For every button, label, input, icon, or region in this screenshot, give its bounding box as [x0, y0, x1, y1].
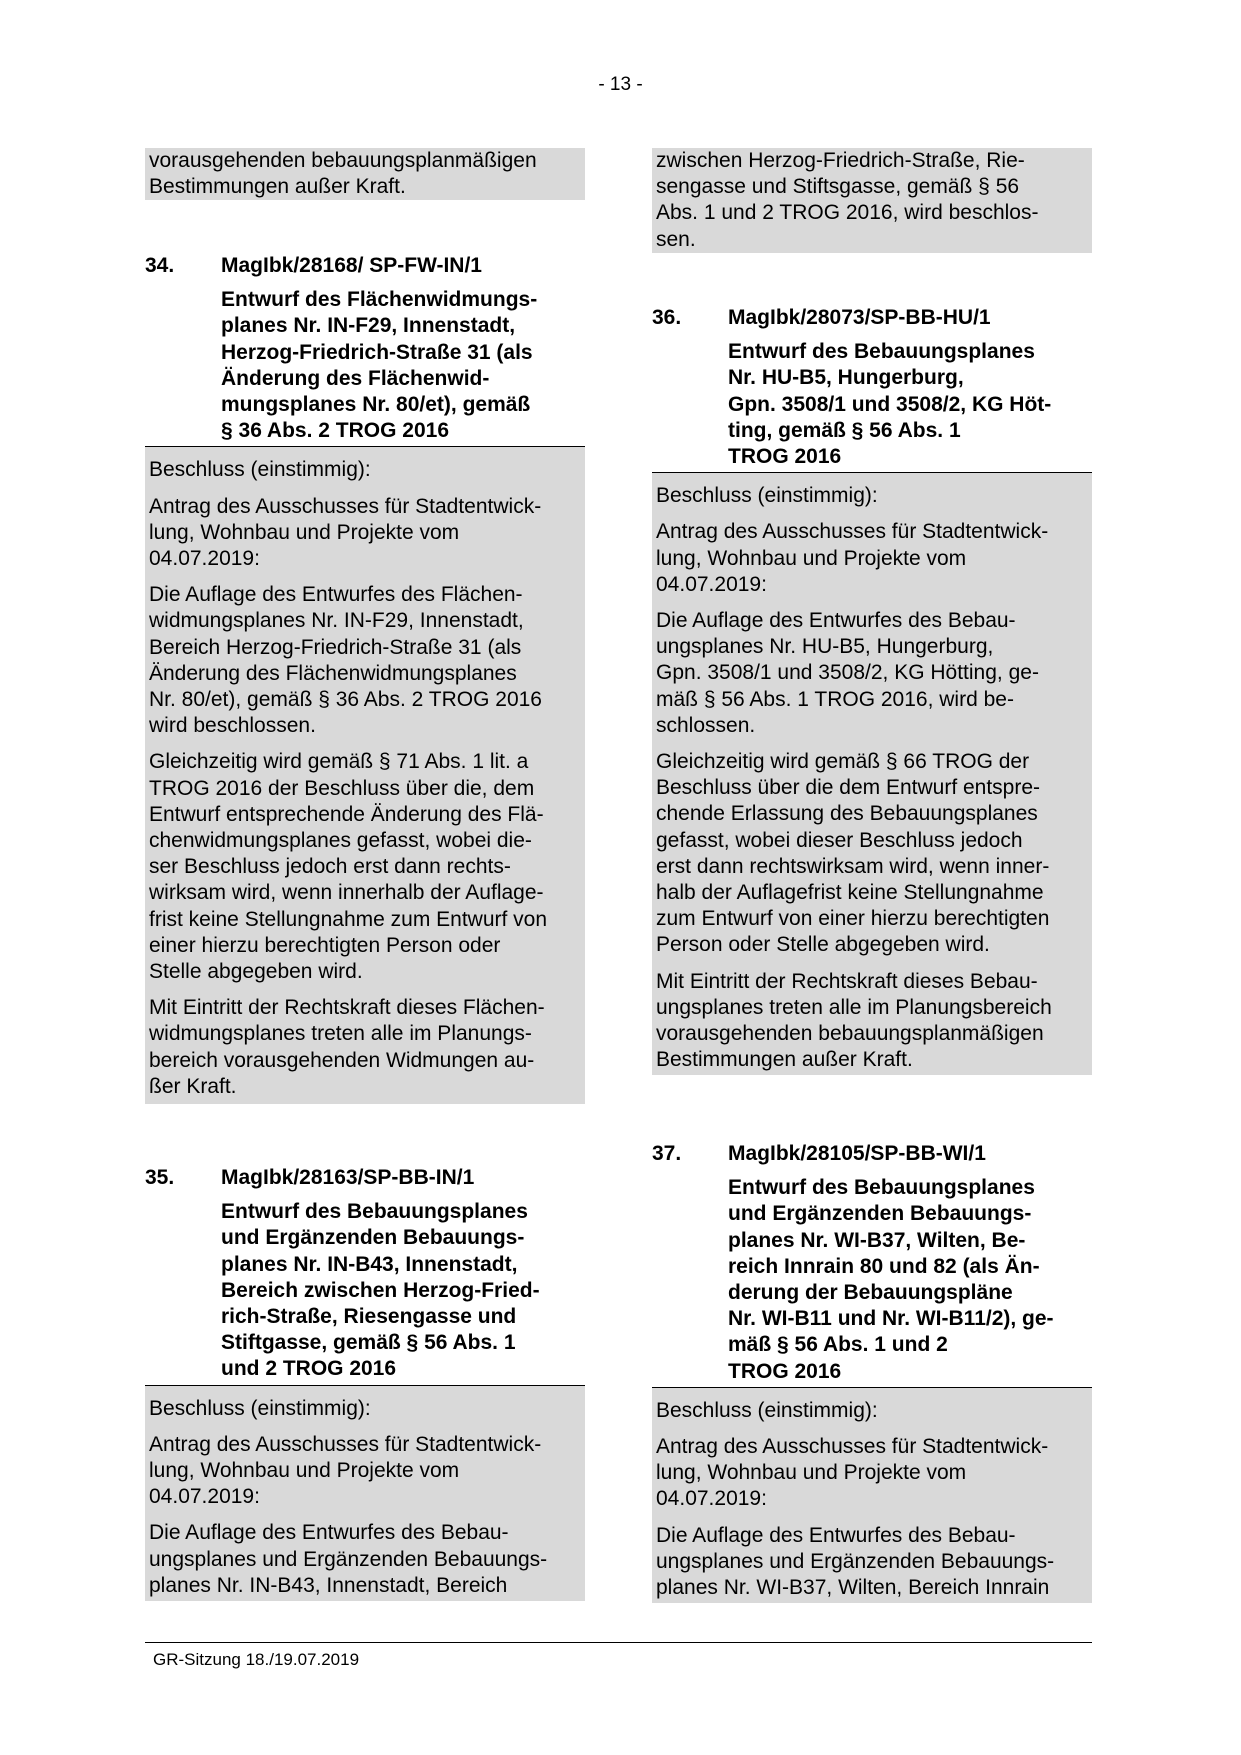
item-heading: [145, 1165, 585, 1191]
item-number: 37.: [652, 1142, 682, 1165]
agenda-item-37: [652, 1141, 1092, 1603]
paragraph: Mit Eintritt der Rechtskraft dieses Flächen- widmungsplanes treten alle im Planungs- bereich vorausgehenden Widmungen au- ßer Kraft.: [149, 996, 545, 1098]
paragraph: Beschluss (einstimmig):: [656, 1398, 878, 1422]
item-title: Entwurf des Bebauungsplanes und Ergänzenden Bebauungs- planes Nr. IN-B43, Innenstadt, Bereich zwischen Herzog-Fried- rich-Straße, Riesengasse und Stiftgasse, gemäß § 56 Abs. 1 und 2 TROG 2016: [221, 1200, 540, 1381]
paragraph: Die Auflage des Entwurfes des Bebau- ungsplanes und Ergänzenden Bebauungs- planes Nr. IN-B43, Innenstadt, Bereich: [149, 1521, 548, 1597]
paragraph: Beschluss (einstimmig):: [149, 458, 371, 482]
decision-block: [652, 473, 1092, 1075]
item-code: MagIbk/28105/SP-BB-WI/1: [728, 1142, 986, 1165]
paragraph: Antrag des Ausschusses für Stadtentwick- lung, Wohnbau und Projekte vom 04.07.2019:: [149, 1432, 542, 1509]
paragraph: Gleichzeitig wird gemäß § 66 TROG der Beschluss über die dem Entwurf entspre- chende Erlassung des Bebauungsplanes gefasst, wobei dieser Beschluss jedoch erst dann rechtswirksam wird, wenn inner- halb der Auflagefrist keine Stellungnahme zum Entwurf von einer hierzu berechtigten Person oder Stelle abgegeben wird.: [656, 750, 1050, 957]
right-top-block: [652, 148, 1092, 253]
carryover-text: [652, 148, 1092, 253]
item-title: Entwurf des Flächenwidmungs- planes Nr. IN-F29, Innenstadt, Herzog-Friedrich-Straße 31 (als Änderung des Flächenwid- mungsplanes Nr. 80/et), gemäß § 36 Abs. 2 TROG 2016: [221, 288, 538, 443]
paragraph: Die Auflage des Entwurfes des Bebau- ungsplanes und Ergänzenden Bebauungs- planes Nr. WI-B37, Wilten, Bereich Innrain: [656, 1523, 1055, 1600]
decision-block: [652, 1388, 1092, 1603]
item-heading: [652, 305, 1092, 331]
paragraph: Antrag des Ausschusses für Stadtentwick- lung, Wohnbau und Projekte vom 04.07.2019:: [656, 1435, 1049, 1511]
paragraph: vorausgehenden bebauungsplanmäßigen Bestimmungen außer Kraft.: [149, 149, 537, 199]
paragraph: zwischen Herzog-Friedrich-Straße, Rie- sengasse und Stiftsgasse, gemäß § 56 Abs. 1 und 2 TROG 2016, wird beschlos- sen.: [656, 149, 1039, 251]
footer-text: GR-Sitzung 18./19.07.2019: [153, 1650, 360, 1669]
left-top-block: [145, 148, 585, 200]
paragraph: Antrag des Ausschusses für Stadtentwick- lung, Wohnbau und Projekte vom 04.07.2019:: [656, 520, 1049, 596]
item-number: 36.: [652, 306, 682, 329]
paragraph: Gleichzeitig wird gemäß § 71 Abs. 1 lit. a TROG 2016 der Beschluss über die, dem Entwurf entsprechende Änderung des Flä- chenwidmungsplanes gefasst, wobei die- ser Beschluss jedoch erst dann rechts- wirksam wird, wenn innerhalb der Auflage- frist keine Stellungnahme zum Entwurf von einer hierzu berechtigten Person oder Stelle abgegeben wird.: [149, 750, 548, 984]
agenda-item-36: [652, 305, 1092, 1075]
paragraph: Beschluss (einstimmig):: [149, 1396, 371, 1420]
item-heading: [652, 1141, 1092, 1167]
decision-block: [145, 447, 585, 1104]
item-number: 34.: [145, 254, 175, 277]
agenda-item-34: [145, 253, 585, 1104]
paragraph: Antrag des Ausschusses für Stadtentwick- lung, Wohnbau und Projekte vom 04.07.2019:: [149, 494, 542, 571]
item-code: MagIbk/28163/SP-BB-IN/1: [221, 1166, 475, 1189]
paragraph: Die Auflage des Entwurfes des Bebau- ungsplanes Nr. HU-B5, Hungerburg, Gpn. 3508/1 und 3508/2, KG Hötting, ge- mäß § 56 Abs. 1 TROG 2016, wird be- schlossen.: [656, 609, 1039, 737]
paragraph: Mit Eintritt der Rechtskraft dieses Bebau- ungsplanes treten alle im Planungsbereich vorausgehenden bebauungsplanmäßigen Bestimmungen außer Kraft.: [656, 969, 1052, 1072]
footer-divider: [145, 1642, 1092, 1643]
item-title: Entwurf des Bebauungsplanes und Ergänzenden Bebauungs- planes Nr. WI-B37, Wilten, Be- reich Innrain 80 und 82 (als Än- derung der Bebauungspläne Nr. WI-B11 und Nr. WI-B11/2), ge- mäß § 56 Abs. 1 und 2 TROG 2016: [728, 1176, 1054, 1383]
item-title: Entwurf des Bebauungsplanes Nr. HU-B5, Hungerburg, Gpn. 3508/1 und 3508/2, KG Höt- ting, gemäß § 56 Abs. 1 TROG 2016: [728, 340, 1052, 469]
carryover-text: [145, 148, 585, 200]
decision-block: [145, 1386, 585, 1601]
page-number: - 13 -: [598, 74, 643, 95]
item-number: 35.: [145, 1166, 175, 1189]
item-code: MagIbk/28073/SP-BB-HU/1: [728, 306, 991, 329]
paragraph: Beschluss (einstimmig):: [656, 484, 878, 508]
item-heading: [145, 253, 585, 279]
agenda-item-35: [145, 1165, 585, 1601]
item-code: MagIbk/28168/ SP-FW-IN/1: [221, 254, 482, 277]
paragraph: Die Auflage des Entwurfes des Flächen- widmungsplanes Nr. IN-F29, Innenstadt, Bereich Herzog-Friedrich-Straße 31 (als Änderung des Flächenwidmungsplanes Nr. 80/et), gemäß § 36 Abs. 2 TROG 2016 wird beschlossen.: [149, 583, 542, 738]
